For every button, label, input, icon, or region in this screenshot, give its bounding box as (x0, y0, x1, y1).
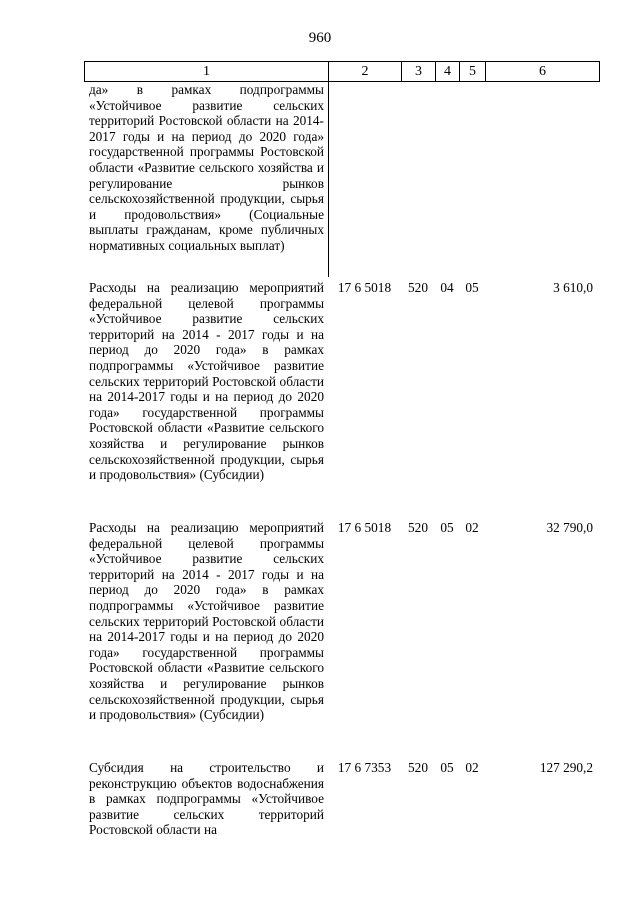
header-col-3: 3 (402, 62, 436, 81)
row-description: Расходы на реализацию мероприятий федеральной целевой программы «Устойчивое развитие сельских территорий на 2014 - 2017 годы и на период до 2020 года» в рамках подпрограммы «Устойчивое развитие сельских территорий Ростовской области на 2014-2017 годы и на период до 2020 года» государственной программы Ростовской области «Развитие сельского хозяйства и регулирование рынков сельскохозяйственной продукции, сырья и продовольствия» (Субсидии) (89, 520, 324, 723)
row-section: 05 (440, 520, 454, 535)
row-description: да» в рамках подпрограммы «Устойчивое развитие сельских территорий Ростовской области на 2014-2017 годы и на период до 2020 года» государственной программы Ростовской области «Развитие сельского хозяйства и регулирование рынков сельскохозяйственной продукции, сырья и продовольствия» (Социальные выплаты гражданам, кроме публичных нормативных социальных выплат) (89, 82, 324, 253)
row-code: 17 6 7353 (337, 760, 392, 775)
row-expense-type: 520 (408, 760, 428, 775)
row-expense-type: 520 (408, 520, 428, 535)
row-section (435, 82, 459, 277)
row-subsection: 05 (465, 280, 479, 295)
row-code: 17 6 5018 (337, 280, 392, 295)
header-col-5: 5 (460, 62, 486, 81)
row-subsection: 02 (465, 760, 479, 775)
table-header-row (84, 61, 600, 82)
row-amount: 3 610,0 (553, 280, 593, 295)
row-code (328, 82, 401, 277)
budget-table-body (84, 82, 600, 867)
page-number: 960 (308, 30, 332, 46)
header-col-1: 1 (85, 62, 329, 81)
header-col-6: 6 (539, 64, 546, 79)
row-section: 04 (440, 280, 454, 295)
header-col-4: 4 (436, 62, 460, 81)
row-description: Субсидия на строительство и реконструкцию объектов водоснабжения в рамках подпрограммы «Устойчивое развитие сельских территорий Ростовской области на (89, 760, 324, 838)
row-expense-type (401, 82, 435, 277)
row-section: 05 (440, 760, 454, 775)
row-amount (485, 82, 598, 277)
header-col-2: 2 (329, 62, 402, 81)
row-expense-type: 520 (408, 280, 428, 295)
table-row (84, 517, 600, 757)
row-description: Расходы на реализацию мероприятий федеральной целевой программы «Устойчивое развитие сельских территорий на 2014 - 2017 годы и на период до 2020 года» в рамках подпрограммы «Устойчивое развитие сельских территорий Ростовской области на 2014-2017 годы и на период до 2020 года» государственной программы Ростовской области «Развитие сельского хозяйства и регулирование рынков сельскохозяйственной продукции, сырья и продовольствия» (Субсидии) (89, 280, 324, 483)
row-subsection: 02 (465, 520, 479, 535)
table-row (84, 82, 600, 277)
row-amount: 127 290,2 (539, 760, 593, 775)
table-row (84, 277, 600, 517)
table-row (84, 757, 600, 867)
row-code: 17 6 5018 (337, 520, 392, 535)
row-amount: 32 790,0 (546, 520, 593, 535)
row-subsection (459, 82, 485, 277)
